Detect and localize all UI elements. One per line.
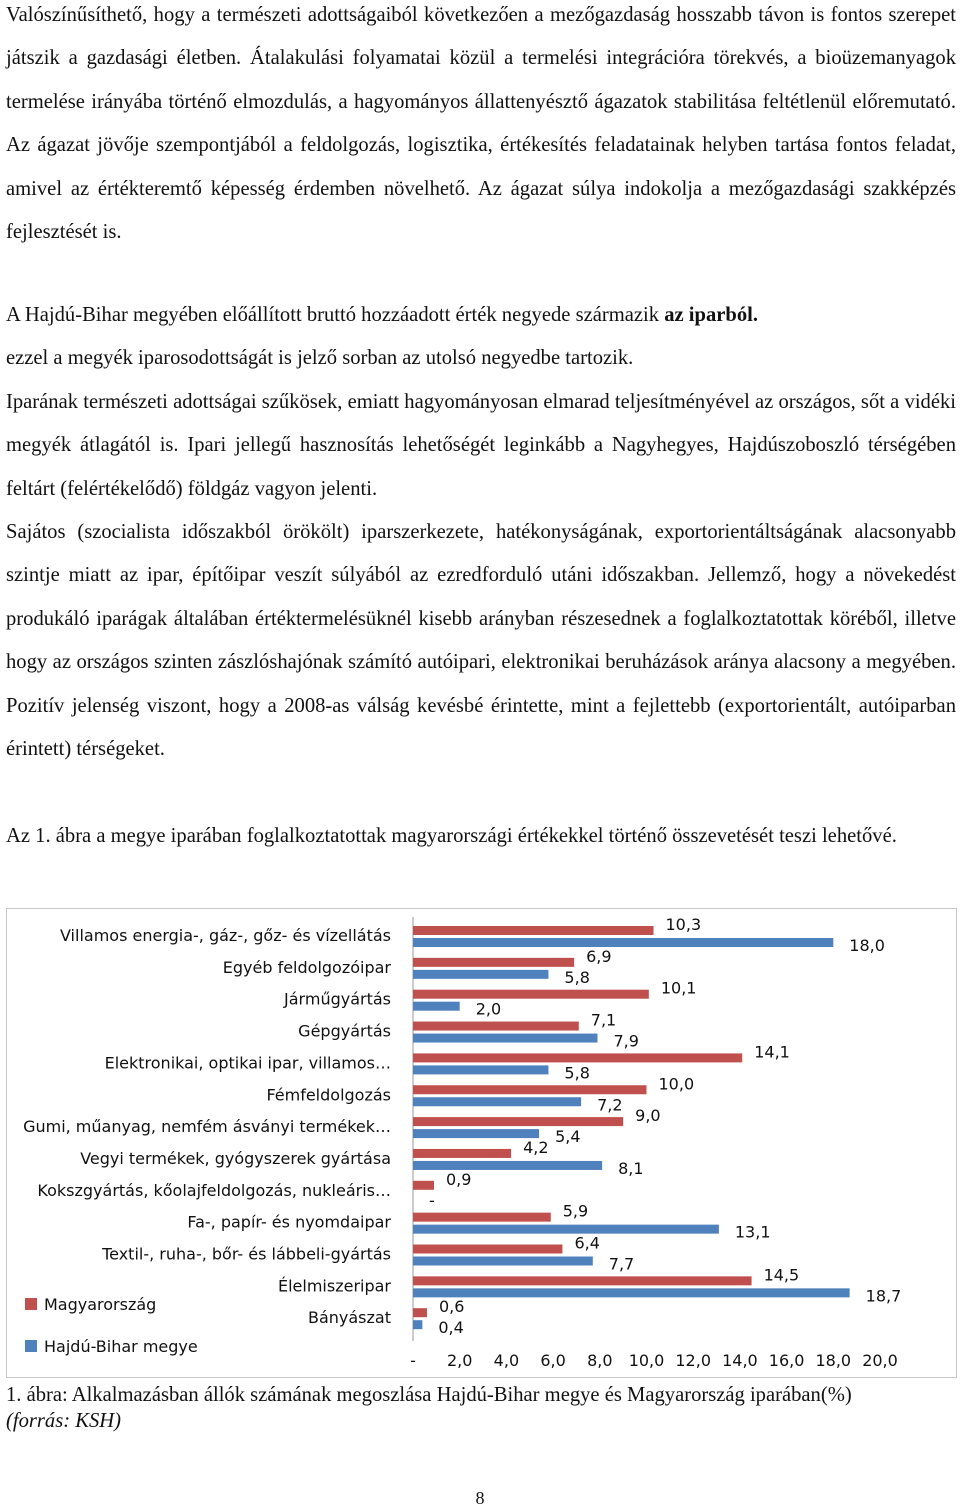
data-label-magyarorszag: 0,6 — [439, 1297, 465, 1317]
category-label: Élelmiszeripar — [277, 1276, 391, 1296]
page-number: 8 — [475, 1488, 485, 1508]
category-label: Járműgyártás — [284, 989, 391, 1009]
x-tick-label: 16,0 — [768, 1351, 805, 1370]
x-tick-label: 2,0 — [446, 1351, 473, 1370]
bar-magyarorszag — [413, 926, 654, 935]
x-tick-label: 20,0 — [862, 1351, 898, 1370]
legend-swatch-hajdu-bihar — [25, 1340, 37, 1352]
x-tick-label: - — [410, 1351, 416, 1370]
data-label-hajdu-bihar: 7,7 — [608, 1254, 635, 1274]
bar-hajdu-bihar — [413, 1161, 602, 1170]
paragraph-4: Az 1. ábra a megye iparában foglalkoztatottak magyarországi értékekkel történő összevetését teszi lehetővé. — [6, 825, 897, 847]
bar-magyarorszag — [413, 1213, 551, 1222]
category-label: Villamos energia-, gáz-, gőz- és vízellátás — [59, 926, 391, 945]
bar-magyarorszag — [413, 1245, 562, 1254]
bar-hajdu-bihar — [413, 1097, 581, 1106]
industry-line-1 — [6, 300, 956, 330]
bar-magyarorszag — [413, 1022, 579, 1031]
bar-magyarorszag — [413, 1308, 427, 1317]
caption-text: 1. ábra: Alkalmazásban állók számának megoszlása Hajdú-Bihar megye és Magyarország iparában(%) — [6, 1384, 852, 1406]
category-label: Vegyi termékek, gyógyszerek gyártása — [80, 1148, 391, 1168]
data-label-magyarorszag: 6,4 — [574, 1233, 600, 1253]
data-label-hajdu-bihar: 18,0 — [849, 936, 885, 955]
legend-label-magyarorszag: Magyarország — [44, 1295, 157, 1314]
x-tick-label: 14,0 — [722, 1351, 758, 1370]
bar-hajdu-bihar — [413, 1034, 597, 1043]
data-label-hajdu-bihar: 0,4 — [438, 1318, 464, 1338]
x-tick-label: 12,0 — [675, 1351, 712, 1370]
data-label-magyarorszag: 14,5 — [763, 1265, 800, 1285]
data-label-magyarorszag: 10,0 — [658, 1074, 695, 1094]
data-label-magyarorszag: 5,9 — [562, 1201, 589, 1221]
data-label-magyarorszag: 9,0 — [635, 1106, 661, 1126]
data-label-hajdu-bihar: 7,9 — [613, 1031, 639, 1051]
bar-hajdu-bihar — [413, 1065, 548, 1074]
data-label-magyarorszag: 10,3 — [665, 915, 702, 934]
caption-source: (forrás: KSH) — [6, 1410, 121, 1432]
category-label: Fa-, papír- és nyomdaipar — [187, 1212, 391, 1232]
bar-hajdu-bihar — [413, 1002, 460, 1011]
bar-hajdu-bihar — [413, 1257, 593, 1266]
bar-magyarorszag — [413, 1053, 742, 1062]
bar-magyarorszag — [413, 990, 649, 999]
bar-chart — [7, 909, 958, 1379]
category-label: Fémfeldolgozás — [266, 1085, 391, 1105]
category-label: Elektronikai, optikai ipar, villamos… — [104, 1053, 391, 1073]
category-label: Bányászat — [307, 1308, 391, 1328]
paragraph-3: Sajátos (szocialista időszakból örökölt) iparszerkezete, hatékonyságának, exportorientáltságának alacsonyabb szintje miatt az ipar, építőipar veszít súlyából az ezredforduló utáni időszakban. Jellemző, hogy a növekedést produkáló iparágak általában értéktermelésüknél kisebb arányban részesednek a foglalkoztatottak köréből, illetve hogy az országos szinten zászlóshajónak számító autóipari, elektronikai beruházások aránya alacsony a megyében. Pozitív jelenség viszont, hogy a 2008-as válság kevésbé érintette, mint a fejlettebb (exportorientált, autóiparban érintett) térségeket. — [6, 521, 956, 761]
category-label: Gumi, műanyag, nemfém ásványi termékek… — [23, 1117, 391, 1137]
bar-hajdu-bihar — [413, 1320, 422, 1329]
data-label-magyarorszag: 14,1 — [754, 1042, 790, 1062]
bar-magyarorszag — [413, 1276, 752, 1285]
legend-swatch-magyarorszag — [25, 1298, 37, 1310]
x-tick-label: 6,0 — [540, 1351, 566, 1370]
data-label-hajdu-bihar: 8,1 — [618, 1158, 644, 1178]
industry-line-2: ezzel a megyék iparosodottságát is jelző sorban az utolsó negyedbe tartozik. — [6, 347, 634, 369]
category-label: Kokszgyártás, kőolajfeldolgozás, nukleáris… — [37, 1180, 391, 1200]
paragraph-1: Valószínűsíthető, hogy a természeti adottságaiból következően a mezőgazdaság hosszabb távon is fontos szerepet játszik a gazdasági életben. Átalakulási folyamatai közül a termelési integrációra törekvés, a bioüzemanyagok termelése irányába történő elmozdulás, a hagyományos állattenyésztő ágazatok stabilitása feltétlenül előremutató. Az ágazat jövője szempontjából a feldolgozás, logisztika, értékesítés feladatainak helyben tartása fontos feladat, amivel az értékteremtő képesség érdemben növelhető. Az ágazat súlya indokolja a mezőgazdasági szakképzés fejlesztését is. — [6, 4, 956, 244]
bar-hajdu-bihar — [413, 1288, 850, 1297]
x-tick-label: 10,0 — [628, 1351, 665, 1370]
bar-magyarorszag — [413, 1181, 434, 1190]
data-label-hajdu-bihar: 5,4 — [555, 1127, 581, 1147]
data-label-magyarorszag: 6,9 — [586, 946, 612, 966]
category-label: Gépgyártás — [298, 1021, 391, 1041]
bar-hajdu-bihar — [413, 970, 548, 979]
figure-caption — [6, 1382, 852, 1434]
bar-magyarorszag — [413, 1117, 623, 1126]
data-label-hajdu-bihar: - — [429, 1190, 435, 1210]
x-tick-label: 8,0 — [587, 1351, 613, 1370]
data-label-hajdu-bihar: 2,0 — [475, 999, 502, 1019]
data-label-magyarorszag: 10,1 — [660, 978, 697, 998]
category-label: Egyéb feldolgozóipar — [222, 957, 391, 977]
chart-frame — [6, 908, 957, 1378]
bar-hajdu-bihar — [413, 1129, 539, 1138]
x-tick-label: 18,0 — [815, 1351, 852, 1370]
data-label-magyarorszag: 4,2 — [523, 1137, 549, 1157]
bar-hajdu-bihar — [413, 938, 833, 947]
bar-hajdu-bihar — [413, 1225, 719, 1234]
industry-text: A Hajdú-Bihar megyében előállított bruttó hozzáadott érték negyede származik — [6, 304, 665, 326]
data-label-hajdu-bihar: 5,8 — [564, 1063, 590, 1083]
legend-label-hajdu-bihar: Hajdú-Bihar megye — [44, 1337, 198, 1356]
data-label-magyarorszag: 0,9 — [446, 1169, 472, 1189]
paragraph-2: Iparának természeti adottságai szűkösek, emiatt hagyományosan elmarad teljesítményével az országos, sőt a vidéki megyék átlagától is. Ipari jellegű hasznosítás lehetőségét leginkább a Nagyhegyes, Hajdúszoboszló térségében feltárt (felértékelődő) földgáz vagyon jelenti. — [6, 391, 956, 500]
bar-magyarorszag — [413, 1085, 647, 1094]
data-label-hajdu-bihar: 13,1 — [734, 1222, 771, 1242]
data-label-hajdu-bihar: 7,2 — [597, 1095, 623, 1115]
bar-magyarorszag — [413, 1149, 511, 1158]
category-label: Textil-, ruha-, bőr- és lábbeli-gyártás — [102, 1244, 391, 1264]
bar-magyarorszag — [413, 958, 574, 967]
industry-bold: az iparból. — [664, 304, 759, 326]
x-tick-label: 4,0 — [493, 1351, 520, 1370]
data-label-hajdu-bihar: 5,8 — [564, 967, 590, 987]
data-label-hajdu-bihar: 18,7 — [865, 1286, 902, 1306]
data-label-magyarorszag: 7,1 — [590, 1010, 617, 1030]
